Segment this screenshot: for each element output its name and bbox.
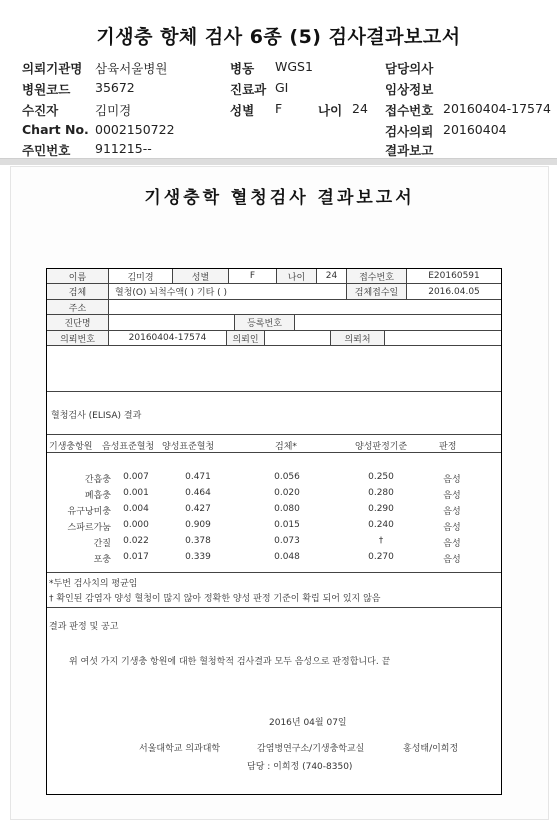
request-date-value: 20160404 — [443, 122, 507, 137]
receipt-label-cell: 접수번호 — [347, 269, 407, 284]
receipt-no-value: 20160404-17574 — [443, 101, 551, 116]
antigen-cell: 간흡충 — [84, 475, 111, 485]
registration-cell — [295, 315, 501, 331]
cutoff-cell: 0.290 — [368, 504, 394, 514]
conclusion-text: 위 여섯 가지 기생충 항원에 대한 혈청학적 검사결과 모두 음성으로 판정합니다. 끝 — [69, 657, 391, 667]
footnote-average: *두번 검사치의 평균임 — [49, 579, 138, 589]
neg-cell: 0.004 — [123, 504, 149, 514]
hospital-code-value: 35672 — [95, 80, 135, 95]
ref-no-cell: 20160404-17574 — [109, 331, 227, 346]
pos-cell: 0.464 — [185, 488, 211, 498]
report-date-label: 결과보고 — [385, 143, 434, 158]
section-divider — [47, 607, 501, 608]
result-cell: 음성 — [443, 539, 461, 549]
address-label-cell: 주소 — [47, 300, 109, 315]
institution-label: 의뢰기관명 — [22, 61, 83, 76]
result-cell: 음성 — [443, 475, 461, 485]
report-date: 2016년 04월 07일 — [269, 718, 347, 728]
age-cell: 24 — [317, 269, 347, 284]
cutoff-cell: 0.280 — [368, 488, 394, 498]
received-label-cell: 검체접수일 — [347, 284, 407, 300]
cutoff-cell: 0.250 — [368, 472, 394, 482]
pos-cell: 0.378 — [185, 536, 211, 546]
institution-value: 삼육서울병원 — [95, 61, 168, 76]
elisa-header-antigen: 기생충항원 — [49, 442, 93, 452]
neg-cell: 0.001 — [123, 488, 149, 498]
department-label: 진료과 — [230, 82, 267, 97]
specimen-label-cell: 검체 — [47, 284, 109, 300]
section-divider — [47, 434, 501, 435]
sample-cell: 0.048 — [274, 552, 300, 562]
sex-label-cell: 성별 — [173, 269, 229, 284]
antigen-cell: 간질 — [93, 539, 111, 549]
receipt-no-label: 접수번호 — [385, 103, 434, 118]
footnote-criteria: † 확인된 감염자 양성 혈청이 많지 않아 정확한 양성 판정 기준이 확립 되어 있지 않음 — [49, 594, 381, 604]
received-cell: 2016.04.05 — [407, 284, 501, 300]
elisa-header-cutoff: 양성판정기준 — [355, 442, 408, 452]
antigen-cell: 폐흡충 — [84, 491, 111, 501]
doctor-label: 담당의사 — [385, 61, 434, 76]
antigen-cell: 유구낭미충 — [67, 507, 111, 517]
address-cell — [109, 300, 501, 315]
result-cell: 음성 — [443, 507, 461, 517]
cutoff-cell: 0.240 — [368, 520, 394, 530]
ward-value: WGS1 — [275, 59, 313, 74]
chart-no-value: 0002150722 — [95, 122, 175, 137]
patient-label: 수진자 — [22, 103, 59, 118]
conclusion-title: 결과 판정 및 공고 — [49, 622, 119, 632]
sample-cell: 0.020 — [274, 488, 300, 498]
age-label: 나이 — [318, 103, 343, 118]
age-label-cell: 나이 — [277, 269, 317, 284]
diagnosis-cell — [109, 315, 235, 331]
cutoff-cell: † — [378, 536, 384, 546]
neg-cell: 0.000 — [123, 520, 149, 530]
header-divider — [0, 158, 557, 165]
resident-no-value: 911215-- — [95, 141, 152, 156]
neg-cell: 0.007 — [123, 472, 149, 482]
contact: 담당 : 이희정 (740-8350) — [247, 762, 353, 772]
pos-cell: 0.909 — [185, 520, 211, 530]
elisa-header-result: 판정 — [439, 442, 457, 452]
requester-cell — [265, 331, 331, 346]
document-title: 기생충 항체 검사 6종 (5) 검사결과보고서 — [96, 26, 461, 48]
elisa-header-neg: 음성표준혈청 — [102, 442, 155, 452]
elisa-header-sample: 검체* — [275, 442, 297, 452]
report-title: 기생충학 혈청검사 결과보고서 — [144, 188, 415, 208]
org-university: 서울대학교 의과대학 — [139, 744, 221, 754]
department-value: GI — [275, 80, 289, 95]
sample-cell: 0.056 — [274, 472, 300, 482]
neg-cell: 0.022 — [123, 536, 149, 546]
receipt-cell: E20160591 — [407, 269, 501, 284]
age-value: 24 — [352, 101, 368, 116]
header-rule — [47, 452, 501, 453]
resident-no-label: 주민번호 — [22, 143, 71, 158]
request-date-label: 검사의뢰 — [385, 124, 434, 139]
elisa-section-title: 혈청검사 (ELISA) 결과 — [51, 411, 142, 421]
cutoff-cell: 0.270 — [368, 552, 394, 562]
sample-cell: 0.073 — [274, 536, 300, 546]
ref-no-label-cell: 의뢰번호 — [47, 331, 109, 346]
institution-cell — [385, 331, 501, 346]
patient-value: 김미경 — [95, 103, 132, 118]
scanned-report — [10, 166, 549, 820]
result-cell: 음성 — [443, 555, 461, 565]
result-cell: 음성 — [443, 491, 461, 501]
antigen-cell: 포충 — [93, 555, 111, 565]
sample-cell: 0.080 — [274, 504, 300, 514]
org-institute: 감염병연구소/기생충학교실 — [257, 744, 365, 754]
pos-cell: 0.339 — [185, 552, 211, 562]
name-label-cell: 이름 — [47, 269, 109, 284]
chart-no-label: Chart No. — [22, 122, 89, 137]
clinical-info-label: 임상정보 — [385, 82, 434, 97]
sex-label: 성별 — [230, 103, 255, 118]
pos-cell: 0.427 — [185, 504, 211, 514]
registration-label-cell: 등록번호 — [235, 315, 295, 331]
report-form — [46, 268, 502, 795]
hospital-code-label: 병원코드 — [22, 82, 71, 97]
section-divider — [47, 391, 501, 392]
specimen-cell: 혈청(O) 뇌척수액( ) 기타 ( ) — [109, 284, 347, 300]
signers: 홍성태/이희정 — [403, 744, 459, 754]
diagnosis-label-cell: 진단명 — [47, 315, 109, 331]
neg-cell: 0.017 — [123, 552, 149, 562]
name-cell: 김미경 — [109, 269, 173, 284]
sample-cell: 0.015 — [274, 520, 300, 530]
section-divider — [47, 572, 501, 573]
institution-label-cell: 의뢰처 — [331, 331, 385, 346]
pos-cell: 0.471 — [185, 472, 211, 482]
elisa-header-pos: 양성표준혈청 — [162, 442, 215, 452]
ward-label: 병동 — [230, 61, 255, 76]
sex-cell: F — [229, 269, 277, 284]
result-cell: 음성 — [443, 523, 461, 533]
sex-value: F — [275, 101, 283, 116]
requester-label-cell: 의뢰인 — [227, 331, 265, 346]
antigen-cell: 스파르가눔 — [67, 523, 111, 533]
